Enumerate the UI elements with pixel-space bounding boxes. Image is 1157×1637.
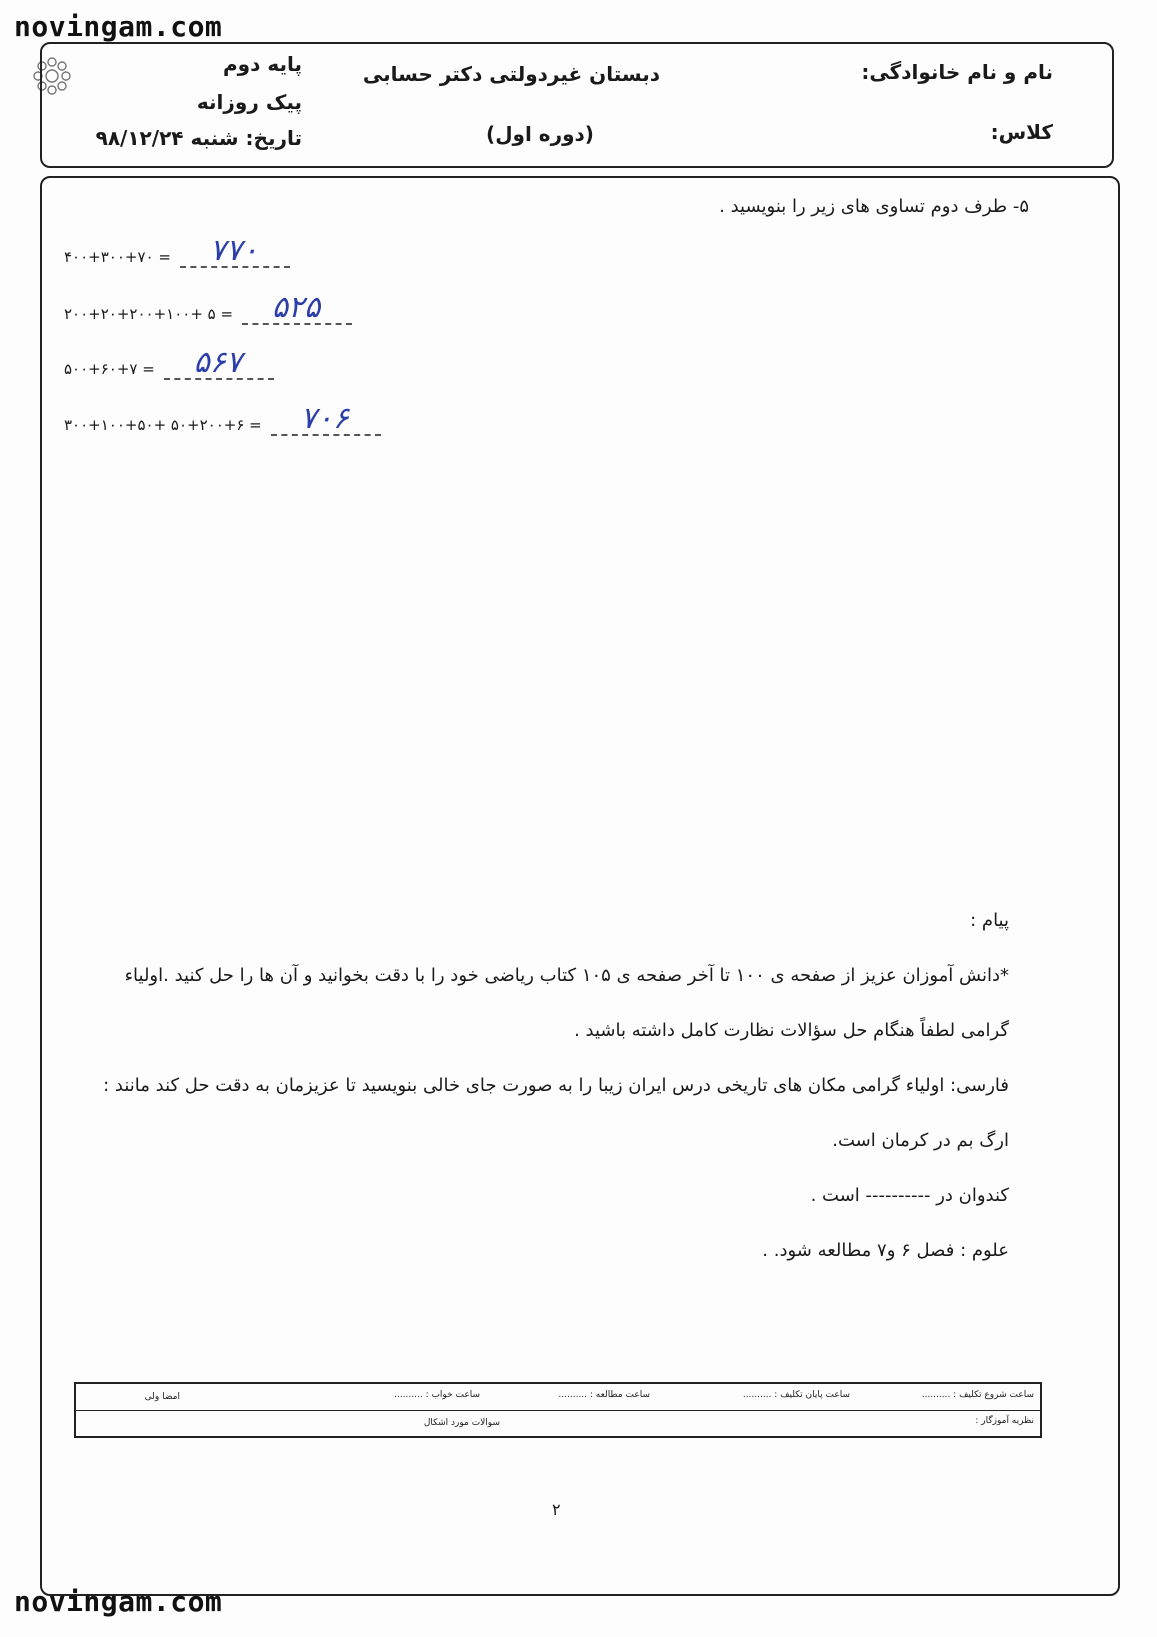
message-line-1: *دانش آموزان عزیز از صفحه ی ۱۰۰ تا آخر صفحه ی ۱۰۵ کتاب ریاضی خود را با دقت بخوانید و آن ها را حل کنید .اولیاء (124, 965, 1009, 986)
message-line-4: ارگ بم در کرمان است. (832, 1130, 1009, 1151)
class-label: کلاس: (990, 120, 1053, 144)
message-line-2: گرامی لطفاً هنگام حل سؤالات نظارت کامل داشته باشید . (574, 1020, 1009, 1041)
equation-row (64, 345, 274, 380)
signature-table (74, 1382, 1042, 1438)
message-line-6: علوم : فصل ۶ و۷ مطالعه شود. . (762, 1240, 1009, 1261)
name-label: نام و نام خانوادگی: (861, 60, 1053, 84)
study-time-field[interactable]: ساعت مطالعه : .......... (558, 1390, 650, 1400)
answer-blank[interactable] (180, 233, 290, 268)
daily-label: پیک روزانه (196, 90, 302, 114)
equation-row (64, 401, 381, 436)
question-5: ۵- طرف دوم تساوی های زیر را بنویسید . (719, 196, 1029, 217)
handwritten-answer: ۷۷۰ (209, 233, 259, 268)
watermark-bottom: novingam.com (14, 1585, 223, 1618)
problem-questions-field[interactable]: سوالات مورد اشکال (423, 1418, 500, 1428)
start-time-field[interactable]: ساعت شروع تکلیف : .......... (921, 1390, 1034, 1400)
message-line-5: کندوان در ---------- است . (810, 1185, 1009, 1206)
watermark-top: novingam.com (14, 10, 223, 43)
equation-lhs: ۴۰۰+۳۰۰+۷۰ = (64, 248, 171, 266)
equation-lhs: ۳۰۰+۱۰۰+۵۰+ ۵۰+۲۰۰+۶ = (64, 416, 262, 434)
table-divider (76, 1410, 1040, 1411)
teacher-opinion-field[interactable]: نظریه آموزگار : (975, 1416, 1034, 1426)
answer-blank[interactable] (271, 401, 381, 436)
handwritten-answer: ۵۲۵ (271, 290, 321, 325)
page-number: ۲ (552, 1500, 561, 1519)
equation-lhs: ۲۰۰+۲۰+۲۰۰+۱۰۰+ ۵ = (64, 305, 234, 323)
parent-signature-field[interactable]: امضا ولی (144, 1392, 180, 1402)
end-time-field[interactable]: ساعت پایان تکلیف : .......... (742, 1390, 850, 1400)
period-label: (دوره اول) (486, 122, 594, 146)
handwritten-answer: ۵۶۷ (193, 345, 242, 380)
handwritten-answer: ۷۰۶ (300, 401, 349, 436)
sleep-time-field[interactable]: ساعت خواب : .......... (394, 1390, 480, 1400)
date-label: تاریخ: شنبه ۹۸/۱۲/۲۴ (95, 126, 302, 150)
answer-blank[interactable] (242, 290, 352, 325)
answer-blank[interactable] (164, 345, 274, 380)
grade-label: پایه دوم (223, 52, 302, 76)
message-line-3: فارسی: اولیاء گرامی مکان های تاریخی درس ایران زیبا را به صورت جای خالی بنویسید تا عزیزمان به دقت حل کند مانند : (103, 1075, 1009, 1096)
equation-row (64, 290, 352, 325)
school-name: دبستان غیردولتی دکتر حسابی (362, 62, 660, 86)
equation-row (64, 233, 290, 268)
equation-lhs: ۵۰۰+۶۰+۷ = (64, 360, 155, 378)
message-title: پیام : (970, 910, 1009, 931)
